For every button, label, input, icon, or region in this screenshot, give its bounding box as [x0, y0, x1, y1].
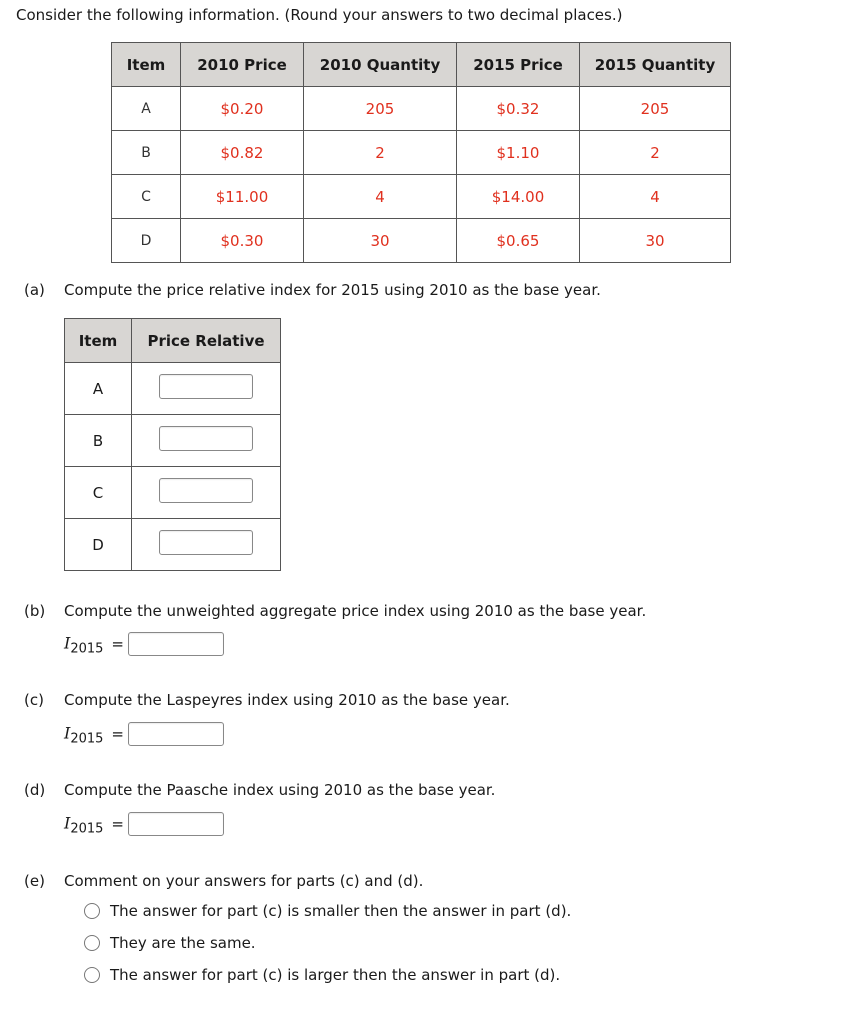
- paasche-index-input[interactable]: [128, 812, 224, 836]
- part-d-text: Compute the Paasche index using 2010 as the base year.: [64, 781, 496, 799]
- part-d-answer-line: [64, 812, 224, 837]
- price-relative-input-a[interactable]: [159, 374, 253, 399]
- cell-2010-price: $0.82: [181, 131, 304, 175]
- cell-answer: [132, 519, 281, 571]
- part-b-label: (b): [24, 602, 46, 620]
- intro-text: Consider the following information. (Round your answers to two decimal places.): [16, 6, 623, 24]
- index-year: 2015: [70, 641, 104, 657]
- part-a-question: [24, 281, 601, 299]
- header-price-relative: Price Relative: [132, 319, 281, 363]
- index-symbol: I: [64, 723, 71, 743]
- cell-2010-quantity: 2: [304, 131, 457, 175]
- unweighted-index-input[interactable]: [128, 632, 224, 656]
- part-a-text: Compute the price relative index for 2015 using 2010 as the base year.: [64, 281, 601, 299]
- data-table: [111, 42, 731, 263]
- header-2010-price: 2010 Price: [181, 43, 304, 87]
- equals-sign: =: [111, 814, 124, 833]
- part-b-answer-line: [64, 632, 224, 657]
- part-c-answer-line: [64, 722, 224, 747]
- index-symbol: I: [64, 633, 71, 653]
- cell-2015-price: $0.32: [457, 87, 580, 131]
- equals-sign: =: [111, 634, 124, 653]
- cell-item: A: [112, 87, 181, 131]
- table-row: [65, 467, 281, 519]
- radio-label: The answer for part (c) is smaller then the answer in part (d).: [110, 902, 572, 920]
- cell-2010-price: $0.20: [181, 87, 304, 131]
- table-row: [65, 415, 281, 467]
- index-year: 2015: [70, 821, 104, 837]
- radio-option-same[interactable]: [84, 934, 256, 952]
- cell-2015-quantity: 205: [580, 87, 731, 131]
- header-2015-price: 2015 Price: [457, 43, 580, 87]
- cell-answer: [132, 363, 281, 415]
- cell-answer: [132, 467, 281, 519]
- cell-2010-quantity: 30: [304, 219, 457, 263]
- table-row: [112, 219, 731, 263]
- cell-item: A: [65, 363, 132, 415]
- part-e-text: Comment on your answers for parts (c) and (d).: [64, 872, 424, 890]
- radio-button[interactable]: [84, 903, 100, 919]
- price-relative-input-b[interactable]: [159, 426, 253, 451]
- table-row: [112, 175, 731, 219]
- radio-button[interactable]: [84, 935, 100, 951]
- cell-item: C: [112, 175, 181, 219]
- part-b-question: [24, 602, 646, 620]
- radio-label: The answer for part (c) is larger then the answer in part (d).: [110, 966, 561, 984]
- table-row: [112, 87, 731, 131]
- cell-2015-quantity: 4: [580, 175, 731, 219]
- price-relative-table: [64, 318, 281, 571]
- header-2010-quantity: 2010 Quantity: [304, 43, 457, 87]
- cell-2010-price: $0.30: [181, 219, 304, 263]
- header-2015-quantity: 2015 Quantity: [580, 43, 731, 87]
- price-relative-input-d[interactable]: [159, 530, 253, 555]
- cell-item: D: [65, 519, 132, 571]
- part-e-question: [24, 872, 423, 890]
- equals-sign: =: [111, 724, 124, 743]
- cell-2015-price: $1.10: [457, 131, 580, 175]
- cell-item: C: [65, 467, 132, 519]
- cell-item: B: [112, 131, 181, 175]
- price-relative-input-c[interactable]: [159, 478, 253, 503]
- part-c-label: (c): [24, 691, 44, 709]
- cell-item: B: [65, 415, 132, 467]
- laspeyres-index-input[interactable]: [128, 722, 224, 746]
- table-row: [65, 363, 281, 415]
- index-year: 2015: [70, 731, 104, 747]
- part-d-question: [24, 781, 495, 799]
- cell-answer: [132, 415, 281, 467]
- cell-2010-quantity: 4: [304, 175, 457, 219]
- table-row: [65, 519, 281, 571]
- header-item: Item: [112, 43, 181, 87]
- index-symbol: I: [64, 813, 71, 833]
- cell-2015-quantity: 30: [580, 219, 731, 263]
- table-header-row: [112, 43, 731, 87]
- cell-2010-quantity: 205: [304, 87, 457, 131]
- part-d-label: (d): [24, 781, 46, 799]
- cell-2015-price: $0.65: [457, 219, 580, 263]
- radio-option-larger[interactable]: [84, 966, 560, 984]
- part-e-label: (e): [24, 872, 45, 890]
- table-row: [112, 131, 731, 175]
- part-c-question: [24, 691, 510, 709]
- cell-2015-price: $14.00: [457, 175, 580, 219]
- radio-label: They are the same.: [110, 934, 256, 952]
- radio-button[interactable]: [84, 967, 100, 983]
- header-item: Item: [65, 319, 132, 363]
- cell-item: D: [112, 219, 181, 263]
- part-b-text: Compute the unweighted aggregate price index using 2010 as the base year.: [64, 602, 647, 620]
- table-header-row: [65, 319, 281, 363]
- part-a-label: (a): [24, 281, 45, 299]
- cell-2010-price: $11.00: [181, 175, 304, 219]
- cell-2015-quantity: 2: [580, 131, 731, 175]
- part-c-text: Compute the Laspeyres index using 2010 as the base year.: [64, 691, 510, 709]
- radio-option-smaller[interactable]: [84, 902, 571, 920]
